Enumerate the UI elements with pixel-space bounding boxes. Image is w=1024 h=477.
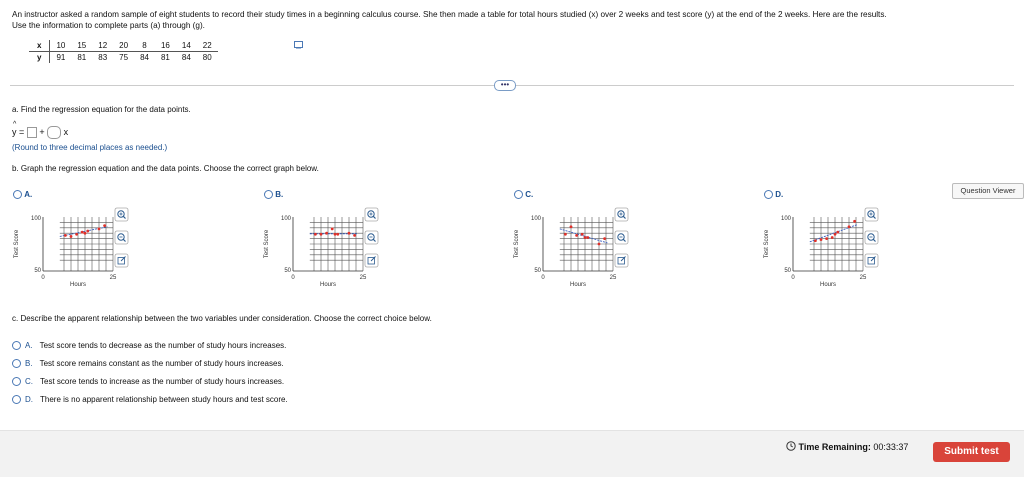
data-point	[314, 233, 317, 236]
table-cell: 22	[197, 40, 218, 52]
zoom-out-button[interactable]	[865, 231, 878, 244]
zoom-in-button[interactable]	[365, 208, 378, 221]
option-letter: D.	[775, 190, 784, 199]
open-graph-button[interactable]	[615, 254, 628, 267]
y-tick-top: 100	[780, 216, 791, 222]
y-tick-top: 100	[30, 216, 41, 222]
choice-c[interactable]	[12, 377, 284, 386]
y-axis-label: Test Score	[14, 229, 20, 259]
clock-icon	[786, 441, 796, 451]
table-row-x	[29, 40, 218, 52]
x-axis-label: Hours	[819, 282, 837, 288]
zoom-in-button[interactable]	[615, 208, 628, 221]
y-hat	[12, 120, 17, 137]
x-tick-left: 0	[541, 275, 545, 281]
data-point	[325, 232, 328, 235]
graph-3	[514, 208, 628, 288]
y-tick-bottom: 50	[534, 268, 541, 274]
regression-equation	[12, 120, 69, 140]
radio-icon[interactable]	[12, 395, 21, 404]
button-frame[interactable]	[615, 208, 628, 221]
graph-2	[264, 208, 378, 288]
slope-input[interactable]	[47, 126, 61, 139]
data-point	[86, 230, 89, 233]
rounding-hint: (Round to three decimal places as needed.)	[12, 143, 168, 152]
graph-option-a[interactable]	[13, 190, 32, 199]
x-axis-label: Hours	[69, 282, 87, 288]
x-tick-right: 25	[609, 275, 617, 281]
x-tick-left: 0	[291, 275, 295, 281]
button-frame[interactable]	[865, 208, 878, 221]
option-letter: A.	[24, 190, 33, 199]
button-frame[interactable]	[865, 231, 878, 244]
data-point	[598, 243, 601, 246]
regression-line	[60, 227, 108, 237]
intercept-input[interactable]	[27, 127, 37, 138]
timer-value: 00:33:37	[873, 442, 909, 452]
table-cell: 84	[140, 53, 149, 62]
hat-symbol: ^	[13, 120, 17, 128]
graph-option-d[interactable]	[764, 190, 783, 199]
data-point	[564, 233, 567, 236]
y-symbol: y	[12, 126, 17, 137]
data-point	[331, 227, 334, 230]
open-graph-button[interactable]	[365, 254, 378, 267]
radio-a[interactable]	[13, 190, 22, 199]
choice-text: Test score tends to increase as the number of study hours increases.	[40, 377, 285, 386]
zoom-out-button[interactable]	[115, 231, 128, 244]
data-point	[64, 234, 67, 237]
table-cell: 81	[160, 53, 170, 62]
part-b-question: b. Graph the regression equation and the data points. Choose the correct graph below.	[12, 164, 319, 173]
table-cell: 83	[98, 53, 108, 62]
y-tick-bottom: 50	[284, 268, 291, 274]
button-frame[interactable]	[615, 231, 628, 244]
table-cell: 91	[56, 53, 66, 62]
radio-icon[interactable]	[12, 359, 21, 368]
zoom-out-button[interactable]	[365, 231, 378, 244]
x-axis-label: Hours	[319, 282, 337, 288]
choice-text: There is no apparent relationship between study hours and test score.	[40, 395, 288, 404]
y-axis-label: Test Score	[764, 229, 770, 259]
data-point	[84, 232, 87, 235]
data-point	[584, 236, 587, 239]
data-point	[603, 237, 606, 240]
table-cell: 12	[92, 40, 113, 52]
x-tick-left: 0	[791, 275, 795, 281]
option-letter: B.	[275, 190, 284, 199]
data-point	[320, 233, 323, 236]
x-tick-right: 25	[109, 275, 117, 281]
graph-1	[14, 208, 128, 288]
table-cell: 16	[155, 40, 176, 52]
x-axis-label: Hours	[569, 282, 587, 288]
data-point	[334, 233, 337, 236]
graph-options-area	[10, 205, 1010, 300]
data-point	[336, 233, 339, 236]
radio-b[interactable]	[264, 190, 273, 199]
data-point	[348, 232, 351, 235]
data-point	[70, 235, 73, 238]
question-viewer-button[interactable]: Question Viewer	[952, 183, 1024, 199]
choice-letter: D.	[25, 395, 33, 404]
button-frame[interactable]	[365, 231, 378, 244]
submit-test-button[interactable]: Submit test	[933, 442, 1010, 462]
data-point	[581, 233, 584, 236]
question-text	[12, 9, 1012, 31]
data-point	[570, 225, 573, 228]
x-tick-left: 0	[41, 275, 45, 281]
data-point	[825, 237, 828, 240]
table-cell: 8	[134, 40, 155, 52]
graph-option-b[interactable]	[264, 190, 283, 199]
graph-4	[764, 208, 878, 288]
y-tick-bottom: 50	[784, 268, 791, 274]
intro-paragraph: An instructor asked a random sample of eight students to record their study times in a beginning calculus course. She then made a table for total hours studied (x) over 2 weeks and test score (y) at the end of the 2 weeks. Here are the results.	[12, 10, 887, 19]
data-point	[575, 234, 578, 237]
table-cell: 15	[71, 40, 92, 52]
zoom-in-button[interactable]	[865, 208, 878, 221]
open-graph-button[interactable]	[865, 254, 878, 267]
data-point	[831, 236, 834, 239]
data-point	[353, 234, 356, 237]
data-point	[820, 238, 823, 241]
data-point	[814, 239, 817, 242]
data-point	[81, 231, 84, 234]
data-point	[75, 233, 78, 236]
option-letter: C.	[525, 190, 534, 199]
equals-sign: =	[19, 126, 25, 137]
data-point	[848, 225, 851, 228]
x-tick-right: 25	[359, 275, 367, 281]
x-symbol: x	[63, 126, 69, 137]
graph-option-c[interactable]	[514, 190, 533, 199]
part-c-question: c. Describe the apparent relationship between the two variables under consideration. Choose the correct choice below.	[12, 314, 432, 323]
data-point	[834, 233, 837, 236]
radio-d[interactable]	[764, 190, 773, 199]
choice-letter: A.	[25, 341, 33, 350]
y-tick-top: 100	[530, 216, 541, 222]
choice-a[interactable]	[12, 341, 286, 350]
table-cell: 84	[181, 53, 191, 62]
radio-icon[interactable]	[12, 377, 21, 386]
x-tick-right: 25	[859, 275, 867, 281]
data-point	[103, 224, 106, 227]
plus-sign: +	[39, 126, 45, 137]
zoom-out-button[interactable]	[615, 231, 628, 244]
footer-bar	[0, 430, 1024, 477]
open-graph-button[interactable]	[115, 254, 128, 267]
intro-instructions: Use the information to complete parts (a) through (g).	[12, 21, 205, 30]
table-cell: 20	[113, 40, 134, 52]
button-frame[interactable]	[115, 208, 128, 221]
zoom-in-button[interactable]	[115, 208, 128, 221]
data-point	[853, 220, 856, 223]
data-point	[98, 227, 101, 230]
radio-c[interactable]	[514, 190, 523, 199]
table-row-y	[29, 52, 218, 64]
table-header-x: x	[29, 40, 50, 52]
choice-text: Test score remains constant as the number of study hours increases.	[39, 359, 284, 368]
copy-table-icon[interactable]	[294, 41, 303, 49]
data-point	[586, 236, 589, 239]
timer	[786, 441, 908, 452]
choice-letter: C.	[25, 377, 33, 386]
choice-text: Test score tends to decrease as the number of study hours increases.	[39, 341, 287, 350]
y-axis-label: Test Score	[264, 229, 270, 259]
choice-letter: B.	[25, 359, 33, 368]
button-frame[interactable]	[115, 231, 128, 244]
table-cell: 80	[202, 53, 212, 62]
choice-d[interactable]	[12, 395, 288, 404]
y-tick-top: 100	[280, 216, 291, 222]
regression-line	[560, 229, 608, 243]
y-tick-bottom: 50	[34, 268, 41, 274]
timer-label: Time Remaining:	[798, 442, 871, 452]
y-axis-label: Test Score	[514, 229, 520, 259]
radio-icon[interactable]	[12, 341, 21, 350]
expand-more-button[interactable]: •••	[494, 80, 516, 91]
table-cell: 81	[77, 53, 87, 62]
button-frame[interactable]	[365, 208, 378, 221]
table-cell: 14	[176, 40, 197, 52]
choice-b[interactable]	[12, 359, 284, 368]
table-header-y: y	[29, 52, 50, 64]
data-table	[29, 40, 218, 63]
table-cell: 10	[50, 40, 71, 52]
data-point	[836, 231, 839, 234]
table-cell: 75	[119, 53, 129, 62]
part-a-question: a. Find the regression equation for the data points.	[12, 105, 191, 114]
